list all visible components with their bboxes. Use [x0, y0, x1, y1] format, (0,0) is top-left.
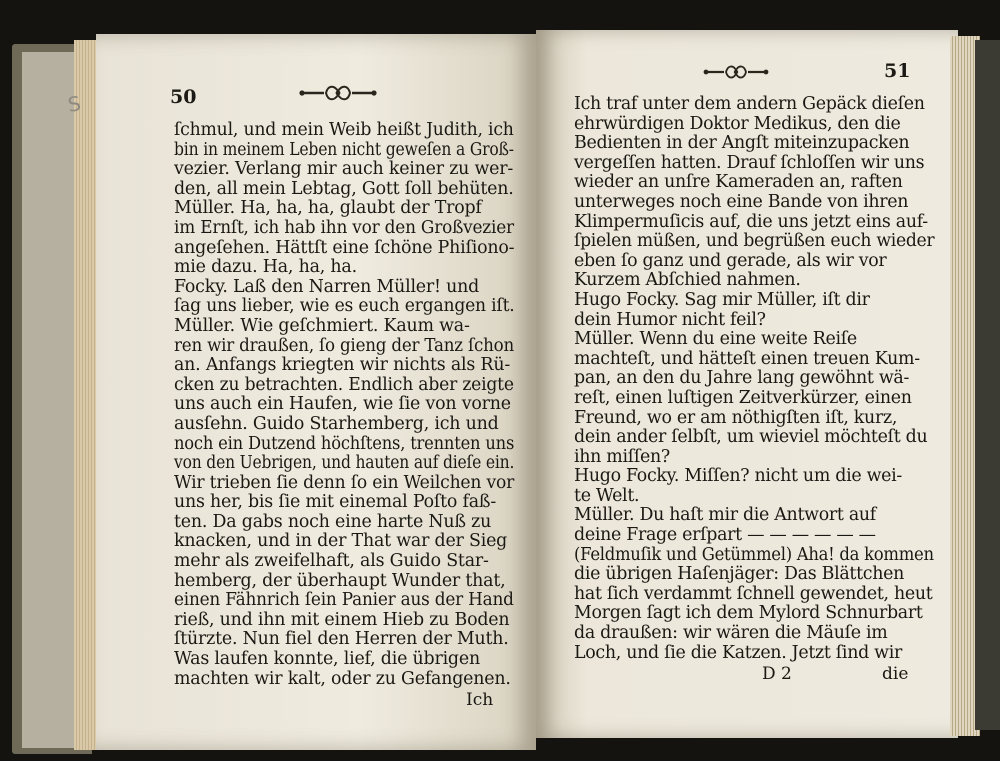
text-line: ſtürzte. Nun fiel den Herren der Muth.: [174, 629, 509, 650]
text-line: ren wir draußen, ſo gieng der Tanz ſchon: [174, 335, 515, 356]
text-line: Ich traf unter dem andern Gepäck dieſen: [574, 94, 925, 114]
right-header-ornament-icon: [700, 62, 772, 82]
text-line: Müller. Wenn du eine weite Reiſe: [574, 329, 857, 350]
pencil-margin-note: S: [66, 91, 83, 117]
text-line: von den Uebrigen, und hauten auf dieſe ein.: [174, 453, 515, 474]
text-line: unterweges noch eine Bande von ihren: [574, 191, 909, 212]
text-line: mie dazu. Ha, ha, ha.: [174, 257, 357, 278]
text-line: Müller. Wie geſchmiert. Kaum wa-: [174, 315, 470, 336]
left-page-text: [174, 121, 514, 689]
text-line: angeſehen. Hättſt eine ſchöne Phiſiono-: [174, 237, 515, 258]
text-line: hat ſich verdammt ſchnell gewendet, heut: [574, 583, 933, 604]
text-line: ſchmul, und mein Weib heißt Judith, ich: [174, 120, 514, 140]
text-line: te Welt.: [574, 485, 640, 506]
left-header-ornament-icon: [296, 82, 380, 104]
right-page-text: [574, 95, 934, 663]
text-line: Freund, wo er am nöthigſten iſt, kurz,: [574, 407, 898, 428]
text-line: machten wir kalt, oder zu Gefangenen.: [174, 668, 511, 689]
text-line: Kurzem Abſchied nahmen.: [574, 270, 801, 291]
text-line: pan, an den du Jahre lang gewöhnt wä-: [574, 368, 910, 389]
text-line: da draußen: wir wären die Mäuſe im: [574, 623, 888, 644]
text-line: die übrigen Haſenjäger: Das Blättchen: [574, 564, 905, 585]
text-line: Focky. Laß den Narren Müller! und: [174, 276, 480, 297]
text-line: Klimpermuſicis auf, die uns jetzt eins auf-: [574, 211, 928, 232]
right-page-number: 51: [884, 60, 911, 82]
text-line: vergeſſen hatten. Drauf ſchloſſen wir uns: [574, 152, 925, 173]
text-line: (Feldmuſik und Getümmel) Aha! da kommen: [574, 544, 934, 565]
text-line: einen Fähnrich ſein Panier aus der Hand: [174, 590, 514, 611]
text-line: knacken, und in der That war der Sieg: [174, 531, 508, 552]
text-line: Loch, und ſie die Katzen. Jetzt ſind wir: [574, 642, 903, 663]
book-cover-right: [975, 40, 1000, 730]
text-line: Müller. Ha, ha, ha, glaubt der Tropf: [174, 198, 482, 219]
text-line: cken zu betrachten. Endlich aber zeigte: [174, 374, 514, 395]
text-line: ſpielen müßen, und begrüßen euch wieder: [574, 231, 935, 252]
right-signature-mark: D 2: [762, 664, 792, 684]
text-line: Was laufen konnte, lief, die übrigen: [174, 649, 480, 670]
right-catchword: die: [882, 664, 909, 684]
text-line: noch ein Dutzend höchſtens, trennten uns: [174, 433, 515, 454]
text-line: hemberg, der überhaupt Wunder that,: [174, 570, 506, 591]
left-catchword: Ich: [466, 690, 494, 710]
text-line: dein ander ſelbſt, um wieviel möchteſt du: [574, 427, 928, 448]
text-line: ehrwürdigen Doktor Medikus, den die: [574, 113, 901, 134]
text-line: den, all mein Lebtag, Gott ſoll behüten.: [174, 178, 514, 199]
text-line: im Ernſt, ich hab ihn vor den Großvezier: [174, 217, 514, 238]
text-line: uns auch ein Haufen, wie ſie von vorne: [174, 394, 511, 415]
text-line: deine Frage erſpart — — — — — —: [574, 525, 876, 546]
text-line: bin in meinem Leben nicht geweſen a Groß-: [174, 139, 514, 160]
text-line: an. Anfangs kriegten wir nichts als Rü-: [174, 355, 511, 376]
text-line: ſag uns lieber, wie es euch ergangen iſt.: [174, 296, 515, 317]
text-line: reſt, einen luſtigen Zeitverkürzer, einen: [574, 387, 912, 408]
text-line: ihn miſſen?: [574, 446, 670, 467]
text-line: Hugo Focky. Sag mir Müller, iſt dir: [574, 289, 870, 310]
text-line: wieder an unſre Kameraden an, raften: [574, 172, 903, 193]
text-line: vezier. Verlang mir auch keiner zu wer-: [174, 159, 514, 180]
text-line: dein Humor nicht feil?: [574, 309, 766, 330]
text-line: machteſt, und hätteſt einen treuen Kum-: [574, 348, 920, 369]
text-line: Bedienten in der Angſt miteinzupacken: [574, 133, 910, 154]
text-line: rieß, und ihn mit einem Hieb zu Boden: [174, 609, 510, 630]
left-page-number: 50: [170, 86, 197, 108]
text-line: mehr als zweifelhaft, als Guido Star-: [174, 551, 489, 572]
text-line: Morgen ſagt ich dem Mylord Schnurbart: [574, 603, 923, 624]
text-line: Müller. Du haſt mir die Antwort auf: [574, 505, 876, 526]
text-line: eben ſo ganz und gerade, als wir vor: [574, 250, 887, 271]
text-line: Hugo Focky. Miſſen? nicht um die wei-: [574, 466, 902, 487]
text-line: Wir trieben ſie denn ſo ein Weilchen vor: [174, 472, 515, 493]
text-line: ten. Da gabs noch eine harte Nuß zu: [174, 511, 492, 532]
text-line: ausſehn. Guido Starhemberg, ich und: [174, 413, 499, 434]
text-line: uns her, bis ſie mit einemal Poſto faß-: [174, 492, 497, 513]
